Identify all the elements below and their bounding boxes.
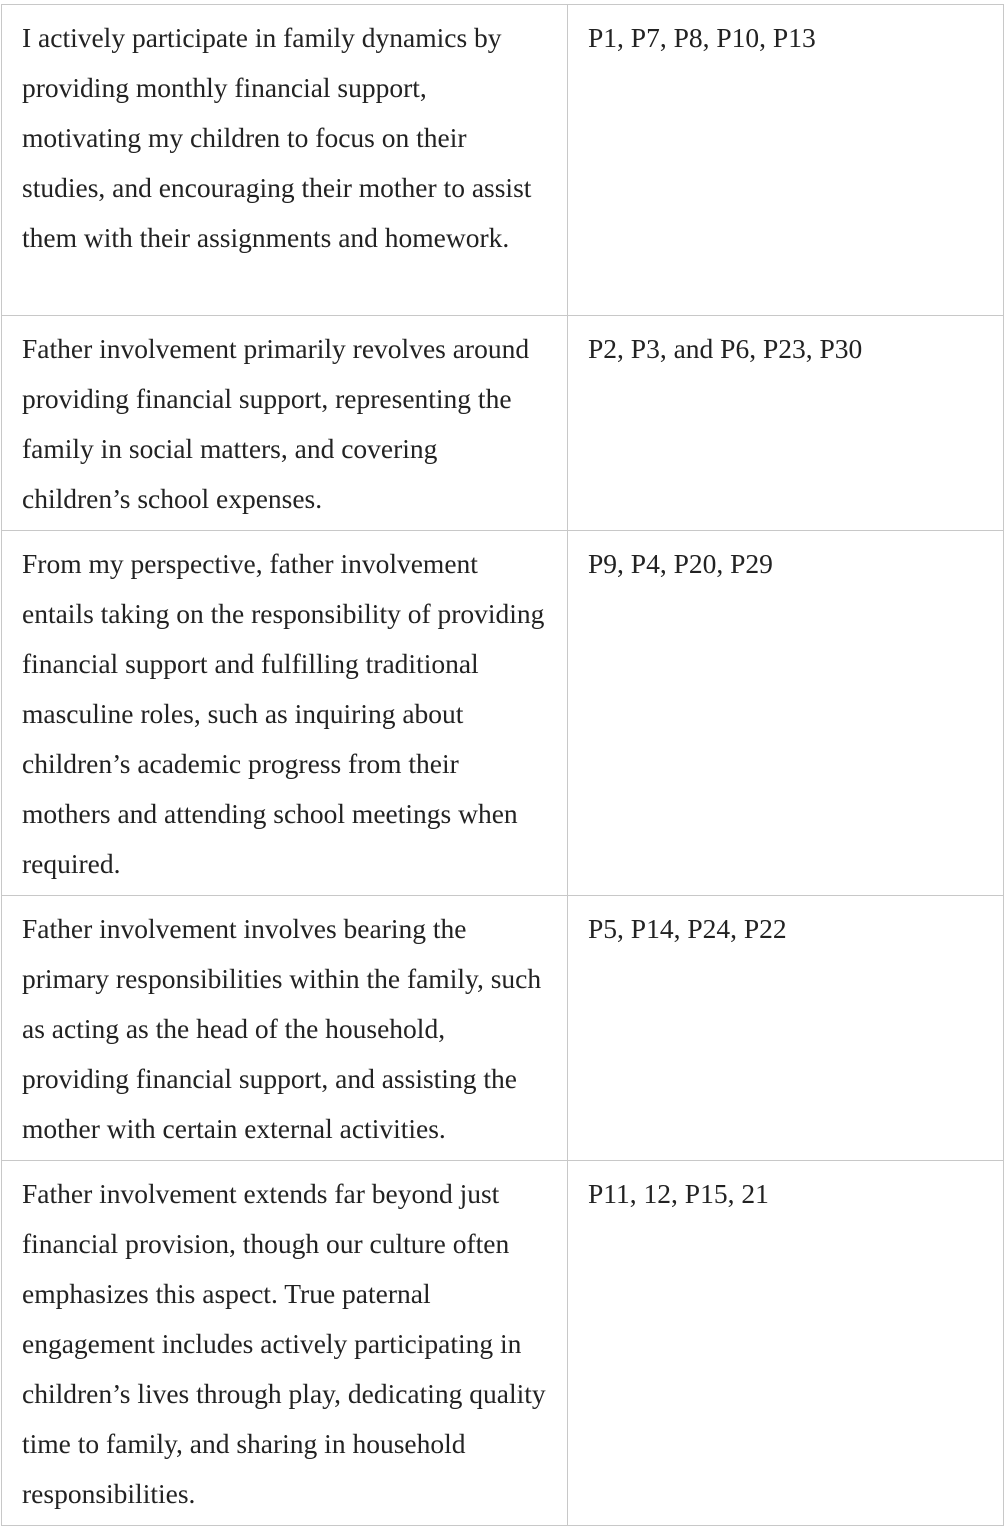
quote-cell: Father involvement primarily revolves around providing financial support, representing the family in social matters, and covering children’s school expenses. [2, 316, 568, 531]
quote-cell: I actively participate in family dynamics by providing monthly financial support, motivating my children to focus on their studies, and encouraging their mother to assist them with their assignments and homework. [2, 5, 568, 316]
table-row [2, 316, 1004, 531]
participants-cell: P1, P7, P8, P10, P13 [568, 5, 1004, 316]
quote-cell: Father involvement involves bearing the primary responsibilities within the family, such as acting as the head of the household, providing financial support, and assisting the mother with certain external activities. [2, 896, 568, 1161]
participants-cell: P9, P4, P20, P29 [568, 531, 1004, 896]
quotes-table [1, 4, 1004, 1526]
table-row [2, 896, 1004, 1161]
participants-cell: P5, P14, P24, P22 [568, 896, 1004, 1161]
participants-cell: P11, 12, P15, 21 [568, 1161, 1004, 1526]
quote-cell: From my perspective, father involvement entails taking on the responsibility of providing financial support and fulfilling traditional masculine roles, such as inquiring about children’s academic progress from their mothers and attending school meetings when required. [2, 531, 568, 896]
table-row [2, 1161, 1004, 1526]
quote-cell: Father involvement extends far beyond just financial provision, though our culture often emphasizes this aspect. True paternal engagement includes actively participating in children’s lives through play, dedicating quality time to family, and sharing in household responsibilities. [2, 1161, 568, 1526]
participants-cell: P2, P3, and P6, P23, P30 [568, 316, 1004, 531]
table-row [2, 531, 1004, 896]
table-row [2, 5, 1004, 316]
